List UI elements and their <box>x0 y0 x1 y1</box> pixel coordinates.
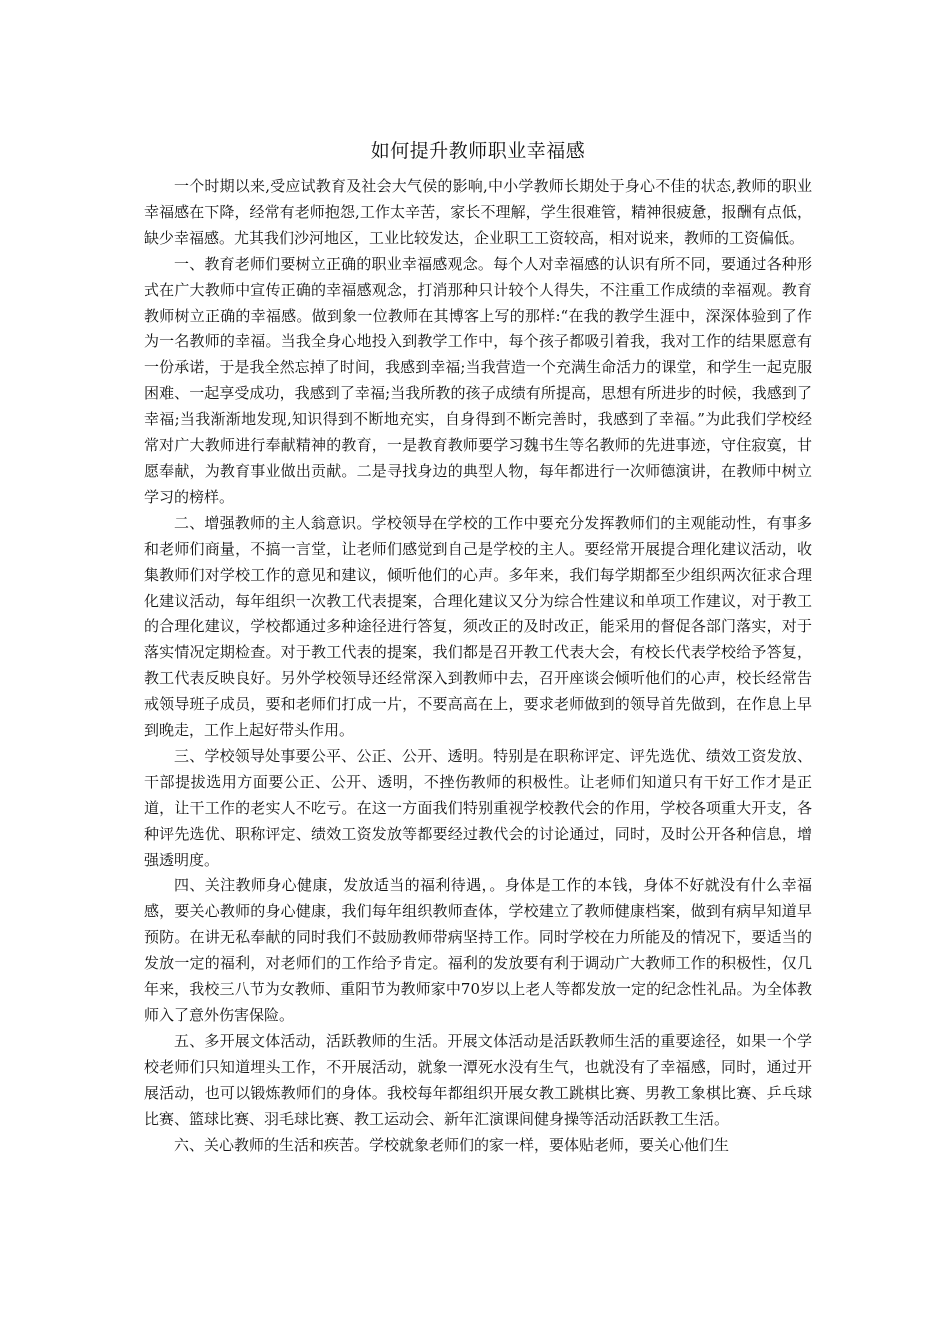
document-body <box>144 132 812 1158</box>
paragraph-intro: 一个时期以来,受应试教育及社会大气侯的影响,中小学教师长期处于身心不佳的状态,教师的职业幸福感在下降，经常有老师抱怨,工作太辛苦，家长不理解，学生很难管，精神很疲惫，报酬有点低，缺少幸福感。尤其我们沙河地区，工业比较发达，企业职工工资较高，相对说来，教师的工资偏低。 <box>144 177 812 247</box>
paragraph-section-4: 四、关注教师身心健康，发放适当的福利待遇，。身体是工作的本钱，身体不好就没有什么幸福感，要关心教师的身心健康，我们每年组织教师查体，学校建立了教师健康档案，做到有病早知道早预防。在讲无私奉献的同时我们不鼓励教师带病坚持工作。同时学校在力所能及的情况下，要适当的发放一定的福利，对老师们的工作给予肯定。福利的发放要有利于调动广大教师工作的积极性，仅几年来，我校三八节为女教师、重阳节为教师家中70岁以上老人等都发放一定的纪念性礼品。为全体教师入了意外伤害保险。 <box>144 876 812 1024</box>
document-title: 如何提升教师职业幸福感 <box>370 140 586 162</box>
paragraph-section-6: 六、关心教师的生活和疾苦。学校就象老师们的家一样，要体贴老师，要关心他们生 <box>174 1135 730 1154</box>
paragraph-section-2: 二、增强教师的主人翁意识。学校领导在学校的工作中要充分发挥教师们的主观能动性，有事多和老师们商量，不搞一言堂，让老师们感觉到自己是学校的主人。要经常开展提合理化建议活动，收集教师们对学校工作的意见和建议，倾听他们的心声。多年来，我们每学期都至少组织两次征求合理化建议活动，每年组织一次教工代表提案，合理化建议又分为综合性建议和单项工作建议，对于教工的合理化建议，学校都通过多种途径进行答复，须改正的及时改正，能采用的督促各部门落实，对于落实情况定期检查。对于教工代表的提案，我们都是召开教工代表大会，有校长代表学校给予答复，教工代表反映良好。另外学校领导还经常深入到教师中去，召开座谈会倾听他们的心声，校长经常告戒领导班子成员，要和老师们打成一片，不要高高在上，要求老师做到的领导首先做到，在作息上早到晚走，工作上起好带头作用。 <box>144 513 812 740</box>
paragraph-section-5: 五、多开展文体活动，活跃教师的生活。开展文体活动是活跃教师生活的重要途径，如果一个学校老师们只知道埋头工作，不开展活动，就象一潭死水没有生气，也就没有了幸福感，同时，通过开展活动，也可以锻炼教师们的身体。我校每年都组织开展女教工跳棋比赛、男教工象棋比赛、乒乓球比赛、篮球比赛、羽毛球比赛、教工运动会、新年汇演课间健身操等活动活跃教工生活。 <box>144 1031 812 1128</box>
paragraph-section-3: 三、学校领导处事要公平、公正、公开、透明。特别是在职称评定、评先选优、绩效工资发放、干部提拔选用方面要公正、公开、透明，不挫伤教师的积极性。让老师们知道只有干好工作才是正道，让干工作的老实人不吃亏。在这一方面我们特别重视学校教代会的作用，学校各项重大开支，各种评先选优、职称评定、绩效工资发放等都要经过教代会的讨论通过，同时，及时公开各种信息，增强透明度。 <box>144 746 812 869</box>
paragraph-section-1: 一、教育老师们要树立正确的职业幸福感观念。每个人对幸福感的认识有所不同，要通过各种形式在广大教师中宣传正确的幸福感观念，打消那种只计较个人得失，不注重工作成绩的幸福观。教育教师树立正确的幸福感。做到象一位教师在其博客上写的那样:“在我的教学生涯中，深深体验到了作为一名教师的幸福。当我全身心地投入到教学工作中，每个孩子都吸引着我，我对工作的结果愿意有一份承诺，于是我全然忘掉了时间，我感到幸福;当我营造一个充满生命活力的课堂，和学生一起克服困难、一起享受成功，我感到了幸福;当我所教的孩子成绩有所提高，思想有所进步的时候，我感到了幸福;当我渐渐地发现,知识得到不断地充实，自身得到不断完善时，我感到了幸福。”为此我们学校经常对广大教师进行奉献精神的教育，一是教育教师要学习魏书生等名教师的先进事迹，守住寂寞，甘愿奉献，为教育事业做出贡献。二是寻找身边的典型人物，每年都进行一次师德演讲，在教师中树立学习的榜样。 <box>144 254 812 506</box>
